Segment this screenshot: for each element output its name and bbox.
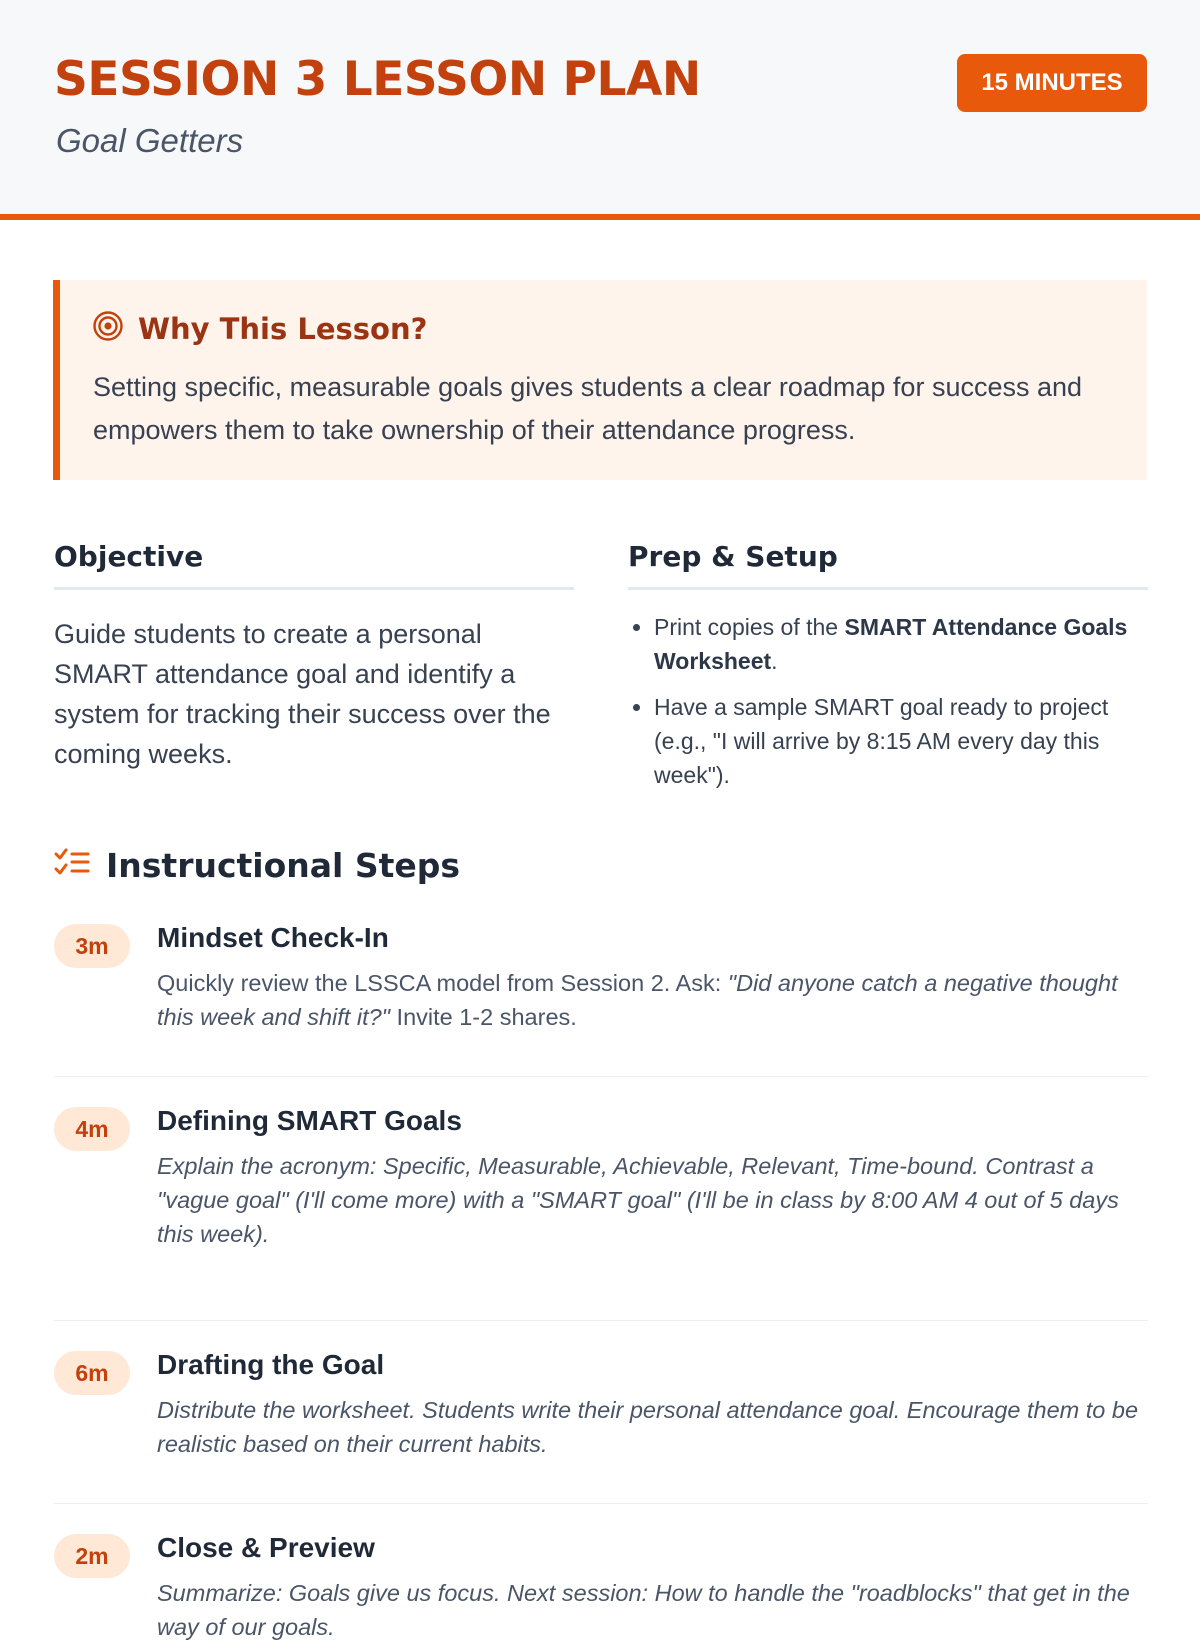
lesson-header: [0, 0, 1200, 220]
time-pill: 4m: [54, 1107, 130, 1151]
time-pill: 2m: [54, 1534, 130, 1578]
prep-title: Prep & Setup: [628, 540, 1148, 590]
steps-title: Instructional Steps: [106, 846, 461, 885]
step-item: [54, 922, 1148, 1077]
step-description: Quickly review the LSSCA model from Session 2. Ask: "Did anyone catch a negative thought this week and shift it?" Invite 1-2 shares.: [157, 970, 1118, 1030]
step-title: Close & Preview: [157, 1532, 375, 1563]
worksheet-name: SMART Attendance Goals Worksheet: [654, 614, 1128, 674]
prep-section: [628, 540, 1148, 804]
steps-list: [54, 916, 1148, 1652]
time-pill: 6m: [54, 1351, 130, 1395]
step-description: Distribute the worksheet. Students write their personal attendance goal. Encourage them to be realistic based on their current habits.: [157, 1397, 1139, 1457]
step-item: [54, 1105, 1148, 1321]
step-title: Drafting the Goal: [157, 1349, 385, 1380]
objective-section: [54, 540, 574, 774]
prep-item: • Have a sample SMART goal ready to project (e.g., "I will arrive by 8:15 AM every day this week").: [654, 690, 1148, 792]
step-item: [54, 1349, 1148, 1504]
step-title: Defining SMART Goals: [157, 1105, 462, 1136]
page-title: SESSION 3 LESSON PLAN: [54, 52, 701, 107]
prep-list: [628, 610, 1148, 792]
why-heading: [92, 310, 427, 347]
target-icon: [92, 310, 124, 347]
why-text: Setting specific, measurable goals gives students a clear roadmap for success and empowers them to take ownership of their attendance progress.: [93, 372, 1083, 445]
objective-text: Guide students to create a personal SMART attendance goal and identify a system for tracking their success over the coming weeks.: [54, 619, 551, 769]
duration-badge: 15 MINUTES: [957, 54, 1147, 112]
why-title: Why This Lesson?: [138, 311, 428, 346]
step-item: [54, 1532, 1148, 1652]
step-description: Summarize: Goals give us focus. Next session: How to handle the "roadblocks" that get in the way of our goals.: [157, 1580, 1130, 1640]
objective-title: Objective: [54, 540, 574, 590]
prep-item: • Print copies of the SMART Attendance Goals Worksheet.: [654, 610, 1148, 678]
page-subtitle: Goal Getters: [56, 122, 244, 159]
step-description: Explain the acronym: Specific, Measurable, Achievable, Relevant, Time-bound. Contrast a "vague goal" (I'll come more) with a "SMART goal" (I'll be in class by 8:00 AM 4 out of 5 days this week).: [157, 1153, 1119, 1247]
steps-heading: [54, 846, 460, 885]
checklist-icon: [54, 847, 90, 884]
why-callout: [53, 280, 1147, 480]
step-title: Mindset Check-In: [157, 922, 389, 953]
time-pill: 3m: [54, 924, 130, 968]
